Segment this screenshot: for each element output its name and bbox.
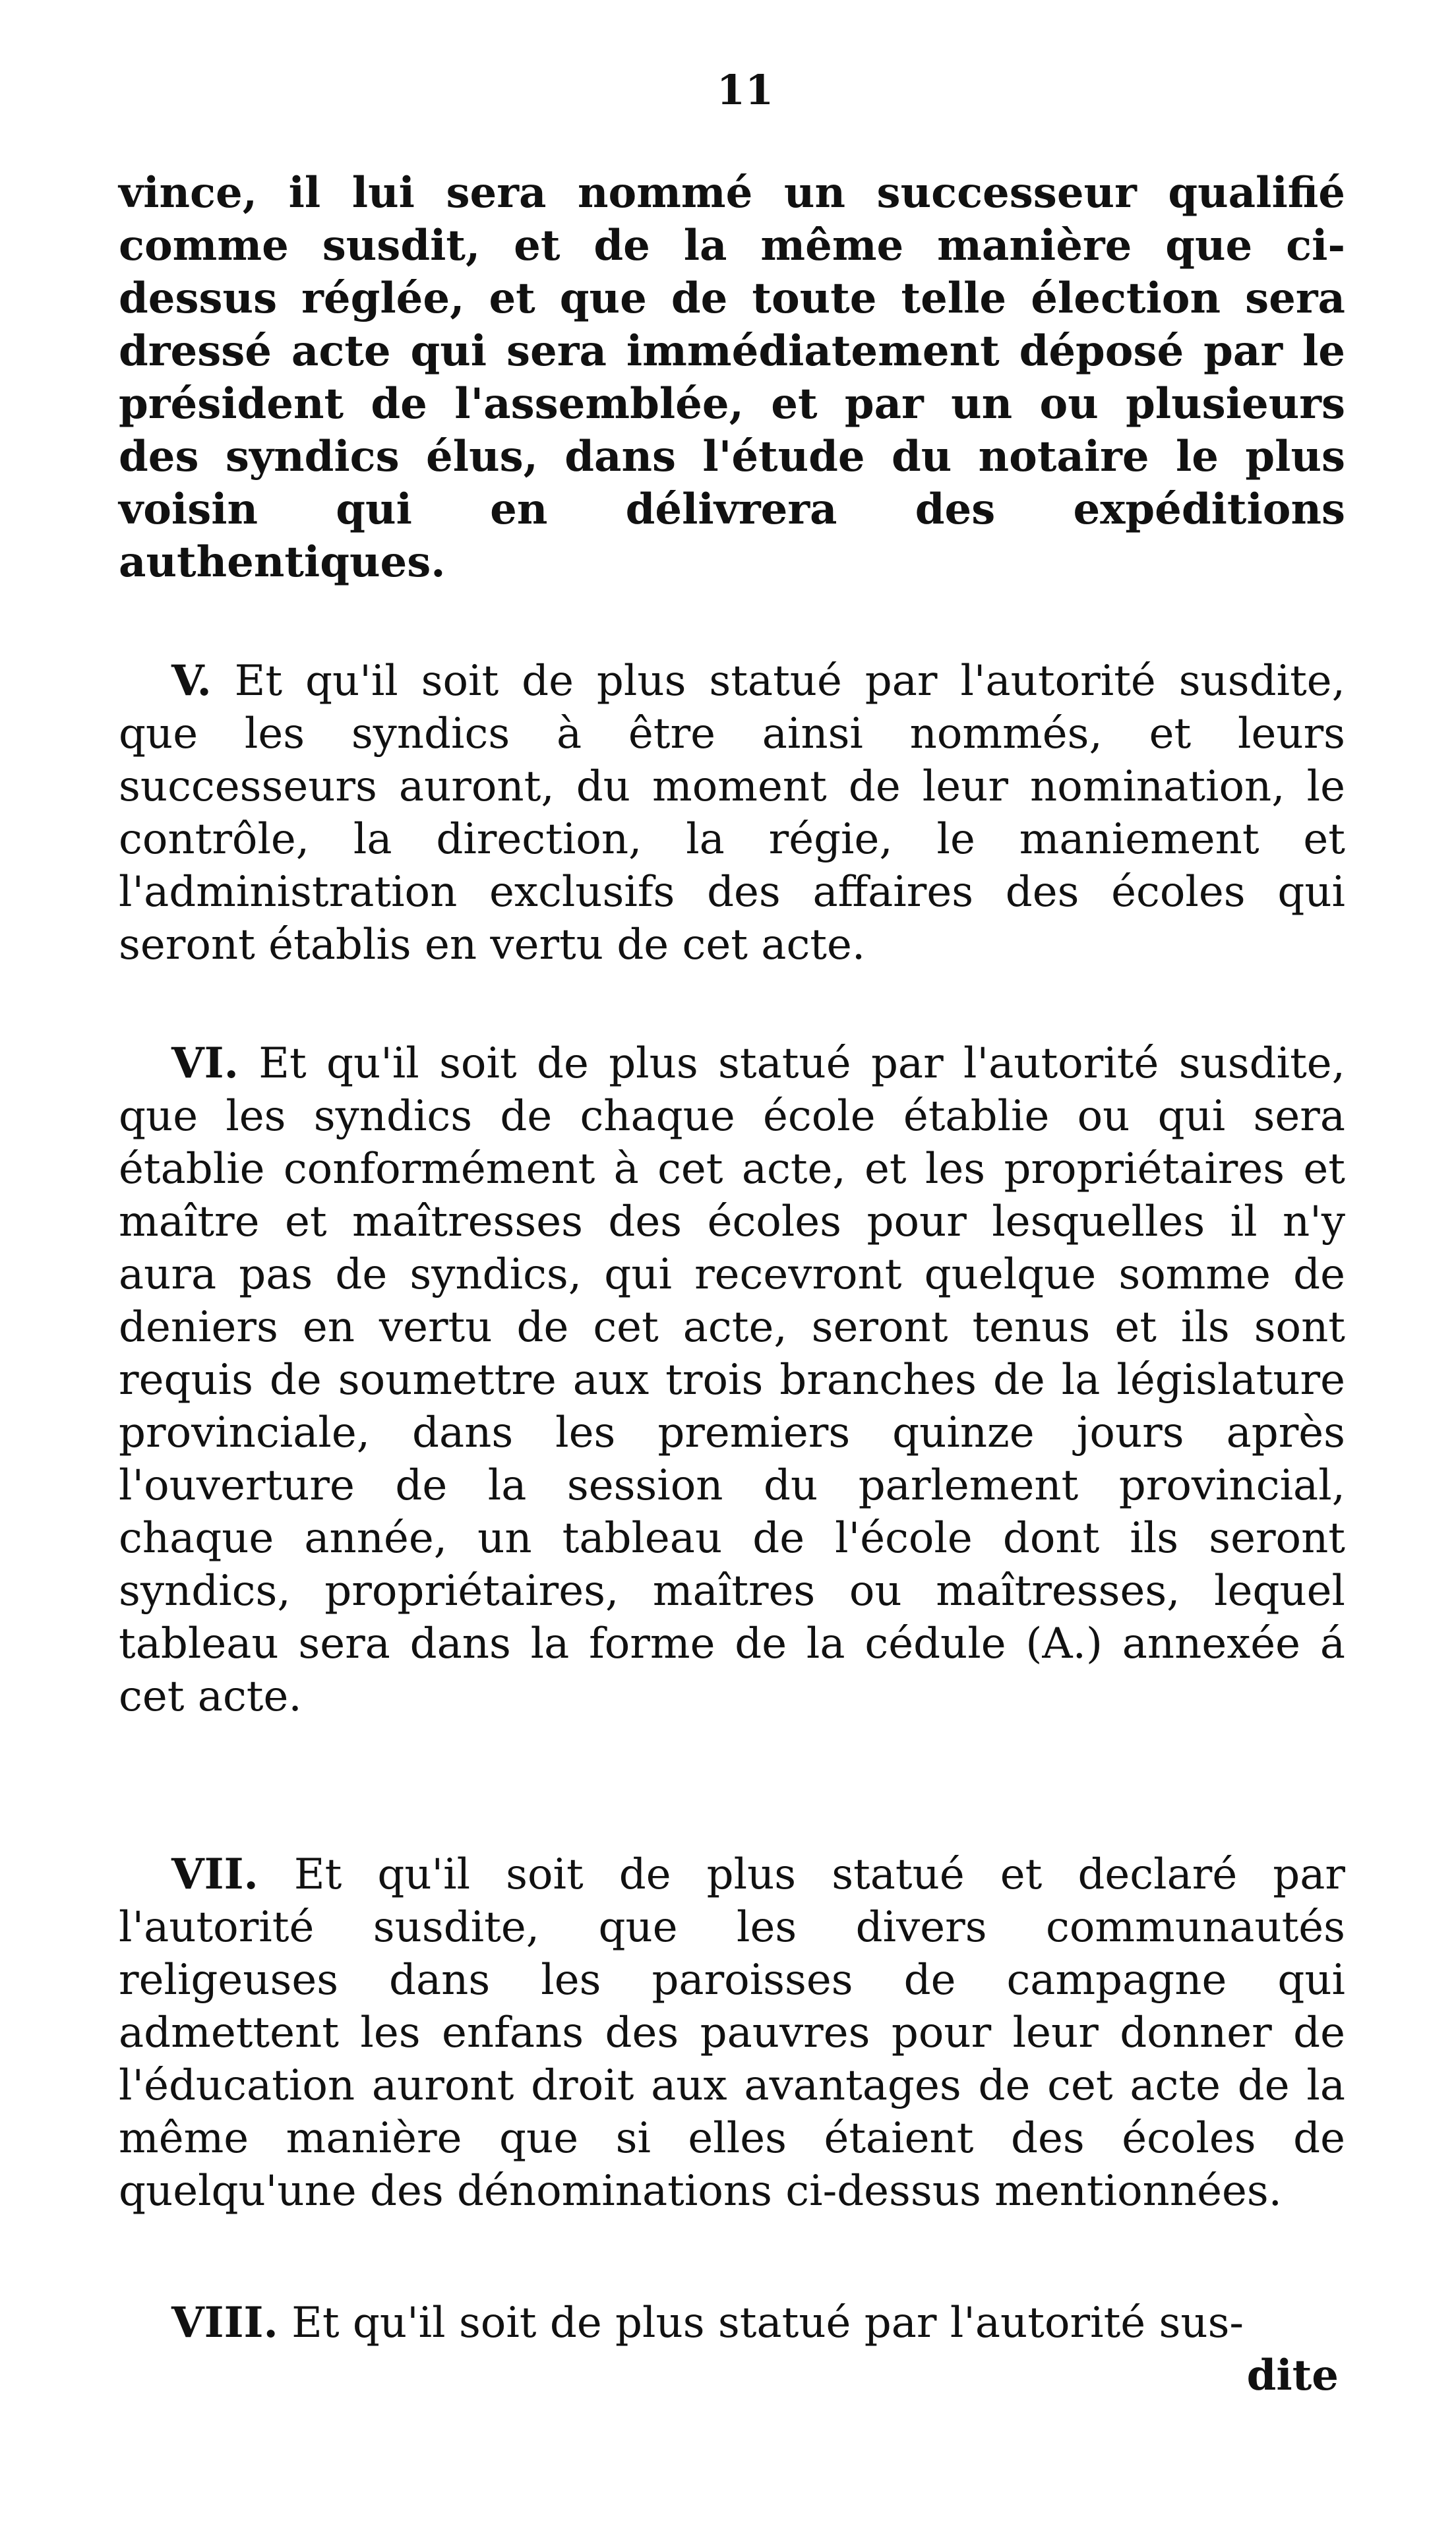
paragraph-text: Et qu'il soit de plus statué par l'autorité sus- [278,2299,1244,2347]
paragraph-text: Et qu'il soit de plus statué et declaré par l'autorité susdite, que les divers communautés religeuses dans les paroisses de campagne qui admettent les enfans des pauvres pour leur donner de l'éducation auront droit aux avantages de cet acte de la même manière que si elles étaient des écoles de quelqu'une des dénominations ci-dessus mentionnées. [119,1850,1345,2216]
article-numeral: V. [171,656,212,706]
article-numeral: VI. [171,1039,239,1088]
article-v [119,655,1345,971]
paragraph-article-vii [119,1848,1345,2218]
catchword: dite [1246,2351,1339,2400]
paragraph-text: Et qu'il soit de plus statué par l'autorité susdite, que les syndics à être ainsi nommés, et leurs successeurs auront, du moment de leur nomination, le contrôle, la direction, la régie, le maniement et l'administration exclusifs des affaires des écoles qui seront établis en vertu de cet acte. [119,657,1345,969]
page [119,66,1345,2402]
article-viii [119,2297,1345,2402]
paragraph-article-v [119,655,1345,971]
paragraph-article-vi [119,1037,1345,1723]
article-numeral: VII. [171,1850,258,1899]
paragraph-text: vince, il lui sera nommé un successeur qualifié comme susdit, et de la même manière que ci-dessus réglée, et que de toute telle élection sera dressé acte qui sera immédiatement déposé par le président de l'assemblée, et par un ou plusieurs des syndics élus, dans l'étude du notaire le plus voisin qui en délivrera des expéditions authentiques. [119,168,1345,587]
paragraph-continuation [119,167,1345,589]
page-number: 11 [716,66,774,114]
paragraph-text: Et qu'il soit de plus statué par l'autorité susdite, que les syndics de chaque école établie ou qui sera établie conformément à cet acte, et les propriétaires et maître et maîtresses des écoles pour lesquelles il n'y aura pas de syndics, qui recevront quelque somme de deniers en vertu de cet acte, seront tenus et ils sont requis de soumettre aux trois branches de la législature provinciale, dans les premiers quinze jours après l'ouverture de la session du parlement provincial, chaque année, un tableau de l'école dont ils seront syndics, propriétaires, maîtres ou maîtresses, lequel tableau sera dans la forme de la cédule (A.) annexée á cet acte. [119,1039,1345,1721]
article-numeral: VIII. [171,2298,278,2347]
article-vi [119,1037,1345,1723]
article-vii [119,1848,1345,2218]
paragraph-article-viii [119,2297,1345,2349]
